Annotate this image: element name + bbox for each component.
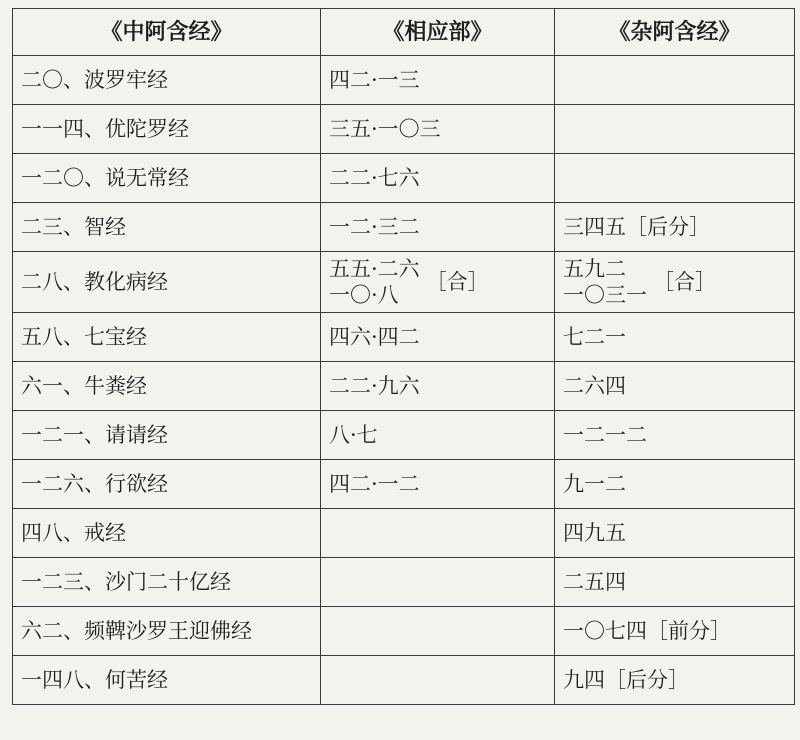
merge-tag: ［合］ — [425, 270, 489, 294]
cell-madhyama: 一一四、优陀罗经 — [13, 105, 321, 154]
cell-samyutta: 四二·一三 — [321, 56, 555, 105]
table-row — [13, 509, 795, 558]
cell-samyutta — [321, 509, 555, 558]
cell-samyukta — [555, 56, 795, 105]
cell-samyukta: 四九五 — [555, 509, 795, 558]
cell-samyukta: 九一二 — [555, 460, 795, 509]
cell-samyutta: 三五·一〇三 — [321, 105, 555, 154]
header-samyukta: 《杂阿含经》 — [555, 9, 795, 56]
cell-madhyama: 五八、七宝经 — [13, 313, 321, 362]
cell-samyutta — [321, 607, 555, 656]
cell-samyukta: 一二一二 — [555, 411, 795, 460]
table-row — [13, 362, 795, 411]
merge-tag: ［合］ — [653, 270, 716, 294]
reference-line: 五五·二六 — [329, 257, 420, 281]
reference-line: 一〇·八 — [329, 283, 399, 307]
cell-madhyama: 六一、牛粪经 — [13, 362, 321, 411]
merged-reference — [329, 256, 554, 308]
header-madhyama: 《中阿含经》 — [13, 9, 321, 56]
table-row — [13, 656, 795, 705]
cell-samyukta: 二六四 — [555, 362, 795, 411]
cell-samyutta: 八·七 — [321, 411, 555, 460]
cell-samyutta: 二二·九六 — [321, 362, 555, 411]
cell-madhyama: 四八、戒经 — [13, 509, 321, 558]
reference-line: 五九二 — [563, 257, 626, 281]
cell-madhyama: 一二一、请请经 — [13, 411, 321, 460]
cell-madhyama: 六二、频鞞沙罗王迎佛经 — [13, 607, 321, 656]
cell-samyutta: 一二·三二 — [321, 203, 555, 252]
table-row — [13, 558, 795, 607]
cell-samyutta — [321, 558, 555, 607]
table-row — [13, 203, 795, 252]
header-row — [13, 9, 795, 56]
table-row — [13, 313, 795, 362]
cell-madhyama: 一二〇、说无常经 — [13, 154, 321, 203]
cell-samyukta: 七二一 — [555, 313, 795, 362]
cell-madhyama: 二〇、波罗牢经 — [13, 56, 321, 105]
cell-samyukta: 三四五［后分］ — [555, 203, 795, 252]
table-row — [13, 105, 795, 154]
table-row — [13, 56, 795, 105]
cell-madhyama: 二八、教化病经 — [13, 252, 321, 313]
reference-line: 一〇三一 — [563, 283, 647, 307]
cell-madhyama: 一四八、何苦经 — [13, 656, 321, 705]
sutra-comparison-table — [12, 8, 795, 705]
cell-madhyama: 二三、智经 — [13, 203, 321, 252]
cell-samyutta — [321, 252, 555, 313]
table-row — [13, 460, 795, 509]
cell-samyutta: 四六·四二 — [321, 313, 555, 362]
cell-samyukta — [555, 105, 795, 154]
table-row — [13, 607, 795, 656]
cell-samyutta — [321, 656, 555, 705]
cell-samyukta — [555, 252, 795, 313]
header-samyutta: 《相应部》 — [321, 9, 555, 56]
cell-samyukta — [555, 154, 795, 203]
table-row — [13, 154, 795, 203]
merged-reference — [563, 256, 794, 308]
cell-samyukta: 九四［后分］ — [555, 656, 795, 705]
table-row — [13, 252, 795, 313]
cell-samyutta: 四二·一二 — [321, 460, 555, 509]
cell-madhyama: 一二三、沙门二十亿经 — [13, 558, 321, 607]
cell-samyukta: 一〇七四［前分］ — [555, 607, 795, 656]
cell-samyutta: 二二·七六 — [321, 154, 555, 203]
cell-madhyama: 一二六、行欲经 — [13, 460, 321, 509]
cell-samyukta: 二五四 — [555, 558, 795, 607]
table-row — [13, 411, 795, 460]
